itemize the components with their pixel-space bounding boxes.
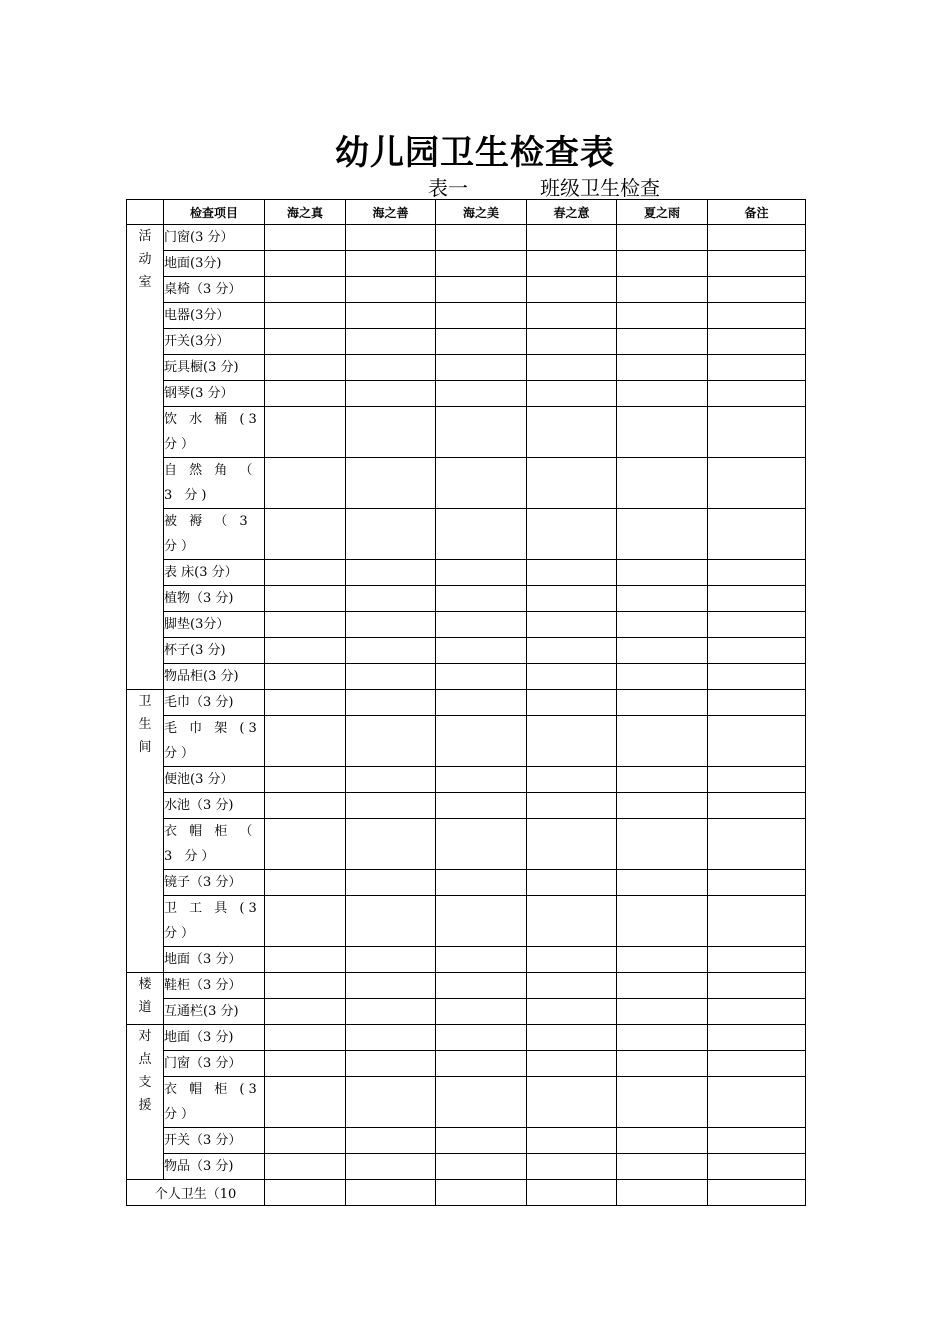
score-cell[interactable]: [265, 767, 346, 793]
check-item: 开关（3 分）: [164, 1128, 265, 1154]
remarks-cell[interactable]: [708, 381, 806, 407]
score-cell[interactable]: [527, 870, 617, 896]
score-cell[interactable]: [617, 225, 708, 251]
check-item: 地面(3分): [164, 251, 265, 277]
score-cell[interactable]: [265, 458, 346, 509]
score-cell[interactable]: [346, 303, 436, 329]
score-cell[interactable]: [617, 329, 708, 355]
score-cell[interactable]: [346, 277, 436, 303]
personal-hygiene-label: 个人卫生（10: [127, 1180, 265, 1206]
remarks-cell[interactable]: [708, 586, 806, 612]
table-body: [127, 225, 806, 1206]
check-item: 表 床(3 分）: [164, 560, 265, 586]
score-cell[interactable]: [265, 1051, 346, 1077]
score-cell[interactable]: [436, 303, 527, 329]
score-cell[interactable]: [527, 303, 617, 329]
score-cell[interactable]: [527, 638, 617, 664]
score-cell[interactable]: [617, 407, 708, 458]
score-cell[interactable]: [527, 793, 617, 819]
score-cell[interactable]: [436, 638, 527, 664]
check-item: 物品柜(3 分): [164, 664, 265, 690]
remarks-cell[interactable]: [708, 947, 806, 973]
score-cell[interactable]: [346, 225, 436, 251]
score-cell[interactable]: [527, 947, 617, 973]
table-row: [127, 638, 806, 664]
check-item: 植物（3 分): [164, 586, 265, 612]
score-cell[interactable]: [436, 664, 527, 690]
table-row: [127, 896, 806, 947]
check-item: 卫 工 具 (3 分）: [164, 896, 265, 947]
check-item: 自 然 角 （ 3 分): [164, 458, 265, 509]
table-row: [127, 329, 806, 355]
score-cell[interactable]: [436, 586, 527, 612]
table-row: [127, 303, 806, 329]
score-cell[interactable]: [265, 973, 346, 999]
score-cell[interactable]: [617, 251, 708, 277]
remarks-cell[interactable]: [708, 251, 806, 277]
remarks-cell[interactable]: [708, 716, 806, 767]
check-item: 毛巾（3 分): [164, 690, 265, 716]
score-cell[interactable]: [617, 1051, 708, 1077]
score-cell[interactable]: [617, 303, 708, 329]
score-cell[interactable]: [617, 819, 708, 870]
score-cell[interactable]: [436, 381, 527, 407]
score-cell[interactable]: [617, 870, 708, 896]
score-cell[interactable]: [265, 1154, 346, 1180]
score-cell[interactable]: [617, 1077, 708, 1128]
score-cell[interactable]: [527, 251, 617, 277]
score-cell[interactable]: [617, 560, 708, 586]
score-cell[interactable]: [436, 690, 527, 716]
remarks-cell[interactable]: [708, 560, 806, 586]
score-cell[interactable]: [346, 973, 436, 999]
score-cell[interactable]: [436, 947, 527, 973]
remarks-cell[interactable]: [708, 973, 806, 999]
table-row: [127, 586, 806, 612]
remarks-cell[interactable]: [708, 1180, 806, 1206]
score-cell[interactable]: [265, 793, 346, 819]
score-cell[interactable]: [265, 251, 346, 277]
score-cell[interactable]: [265, 586, 346, 612]
remarks-cell[interactable]: [708, 896, 806, 947]
score-cell[interactable]: [617, 1128, 708, 1154]
score-cell[interactable]: [346, 458, 436, 509]
score-cell[interactable]: [617, 638, 708, 664]
score-cell[interactable]: [617, 896, 708, 947]
remarks-cell[interactable]: [708, 1128, 806, 1154]
check-item: 玩具橱(3 分): [164, 355, 265, 381]
score-cell[interactable]: [265, 638, 346, 664]
score-cell[interactable]: [346, 638, 436, 664]
header-cell-class-1: 海之真: [265, 200, 346, 225]
score-cell[interactable]: [527, 716, 617, 767]
score-cell[interactable]: [346, 896, 436, 947]
remarks-cell[interactable]: [708, 1154, 806, 1180]
check-item: 便池(3 分）: [164, 767, 265, 793]
score-cell[interactable]: [617, 690, 708, 716]
table-row: [127, 458, 806, 509]
score-cell[interactable]: [346, 767, 436, 793]
remarks-cell[interactable]: [708, 225, 806, 251]
score-cell[interactable]: [527, 586, 617, 612]
table-row: [127, 1128, 806, 1154]
check-item: 物品（3 分): [164, 1154, 265, 1180]
table-name: 班级卫生检查: [540, 176, 660, 200]
check-item: 电器(3分）: [164, 303, 265, 329]
check-item: 毛 巾 架 (3 分）: [164, 716, 265, 767]
score-cell[interactable]: [346, 251, 436, 277]
score-cell[interactable]: [265, 381, 346, 407]
score-cell[interactable]: [436, 458, 527, 509]
score-cell[interactable]: [436, 767, 527, 793]
score-cell[interactable]: [617, 277, 708, 303]
check-item: 脚垫(3分）: [164, 612, 265, 638]
remarks-cell[interactable]: [708, 793, 806, 819]
score-cell[interactable]: [346, 716, 436, 767]
score-cell[interactable]: [346, 1128, 436, 1154]
area-label: 对 点 支 援: [127, 1025, 164, 1180]
table-row: [127, 381, 806, 407]
remarks-cell[interactable]: [708, 612, 806, 638]
score-cell[interactable]: [527, 277, 617, 303]
remarks-cell[interactable]: [708, 999, 806, 1025]
score-cell[interactable]: [346, 1154, 436, 1180]
score-cell[interactable]: [527, 999, 617, 1025]
score-cell[interactable]: [617, 458, 708, 509]
table-row: [127, 999, 806, 1025]
check-item: 钢琴(3 分）: [164, 381, 265, 407]
score-cell[interactable]: [436, 1051, 527, 1077]
table-row: [127, 251, 806, 277]
score-cell[interactable]: [527, 458, 617, 509]
remarks-cell[interactable]: [708, 277, 806, 303]
remarks-cell[interactable]: [708, 638, 806, 664]
table-number: 表一: [428, 176, 468, 200]
score-cell[interactable]: [346, 560, 436, 586]
score-cell[interactable]: [436, 973, 527, 999]
table-row: [127, 664, 806, 690]
score-cell[interactable]: [436, 1154, 527, 1180]
score-cell[interactable]: [265, 612, 346, 638]
check-item: 桌椅（3 分）: [164, 277, 265, 303]
score-cell[interactable]: [436, 1180, 527, 1206]
score-cell[interactable]: [436, 896, 527, 947]
area-label: 卫 生 间: [127, 690, 164, 973]
score-cell[interactable]: [436, 560, 527, 586]
score-cell[interactable]: [265, 1128, 346, 1154]
check-item: 地面（3 分): [164, 1025, 265, 1051]
score-cell[interactable]: [346, 1025, 436, 1051]
score-cell[interactable]: [265, 509, 346, 560]
score-cell[interactable]: [265, 896, 346, 947]
remarks-cell[interactable]: [708, 458, 806, 509]
remarks-cell[interactable]: [708, 664, 806, 690]
table-row: [127, 612, 806, 638]
score-cell[interactable]: [346, 664, 436, 690]
header-cell-class-4: 春之意: [527, 200, 617, 225]
score-cell[interactable]: [436, 819, 527, 870]
table-row: [127, 509, 806, 560]
score-cell[interactable]: [436, 793, 527, 819]
score-cell[interactable]: [527, 560, 617, 586]
score-cell[interactable]: [527, 612, 617, 638]
score-cell[interactable]: [346, 407, 436, 458]
score-cell[interactable]: [617, 586, 708, 612]
score-cell[interactable]: [265, 947, 346, 973]
score-cell[interactable]: [617, 999, 708, 1025]
score-cell[interactable]: [527, 1025, 617, 1051]
check-item: 水池（3 分): [164, 793, 265, 819]
table-row: [127, 947, 806, 973]
score-cell[interactable]: [436, 1077, 527, 1128]
score-cell[interactable]: [527, 767, 617, 793]
remarks-cell[interactable]: [708, 1025, 806, 1051]
remarks-cell[interactable]: [708, 1077, 806, 1128]
header-row: [127, 200, 806, 225]
table-row: [127, 225, 806, 251]
score-cell[interactable]: [436, 407, 527, 458]
remarks-cell[interactable]: [708, 329, 806, 355]
score-cell[interactable]: [346, 1051, 436, 1077]
score-cell[interactable]: [527, 664, 617, 690]
score-cell[interactable]: [527, 1128, 617, 1154]
score-cell[interactable]: [527, 1154, 617, 1180]
score-cell[interactable]: [436, 1128, 527, 1154]
check-item: 地面（3 分）: [164, 947, 265, 973]
score-cell[interactable]: [265, 225, 346, 251]
remarks-cell[interactable]: [708, 870, 806, 896]
score-cell[interactable]: [617, 381, 708, 407]
check-item: 饮 水 桶 (3 分）: [164, 407, 265, 458]
score-cell[interactable]: [346, 870, 436, 896]
header-cell-remarks: 备注: [708, 200, 806, 225]
table-row: [127, 1154, 806, 1180]
check-item: 门窗（3 分）: [164, 1051, 265, 1077]
score-cell[interactable]: [617, 716, 708, 767]
score-cell[interactable]: [527, 381, 617, 407]
score-cell[interactable]: [346, 586, 436, 612]
table-row: [127, 870, 806, 896]
remarks-cell[interactable]: [708, 1051, 806, 1077]
score-cell[interactable]: [617, 973, 708, 999]
table-row: [127, 560, 806, 586]
score-cell[interactable]: [436, 999, 527, 1025]
table-row: [127, 407, 806, 458]
check-item: 衣 帽 柜 (3 分）: [164, 1077, 265, 1128]
check-item: 被 褥 （ 3 分）: [164, 509, 265, 560]
score-cell[interactable]: [346, 381, 436, 407]
score-cell[interactable]: [527, 509, 617, 560]
score-cell[interactable]: [346, 690, 436, 716]
page-title: 幼儿园卫生检查表: [335, 133, 615, 173]
score-cell[interactable]: [527, 225, 617, 251]
score-cell[interactable]: [436, 251, 527, 277]
score-cell[interactable]: [265, 277, 346, 303]
table-row: [127, 355, 806, 381]
score-cell[interactable]: [436, 870, 527, 896]
table-row: [127, 277, 806, 303]
remarks-cell[interactable]: [708, 509, 806, 560]
score-cell[interactable]: [265, 1180, 346, 1206]
table-subtitle: [428, 172, 660, 201]
score-cell[interactable]: [617, 1154, 708, 1180]
header-cell-class-3: 海之美: [436, 200, 527, 225]
score-cell[interactable]: [265, 355, 346, 381]
score-cell[interactable]: [436, 716, 527, 767]
score-cell[interactable]: [265, 870, 346, 896]
score-cell[interactable]: [527, 407, 617, 458]
score-cell[interactable]: [527, 1180, 617, 1206]
score-cell[interactable]: [265, 407, 346, 458]
header-cell-item: 检查项目: [164, 200, 265, 225]
score-cell[interactable]: [346, 612, 436, 638]
score-cell[interactable]: [346, 509, 436, 560]
score-cell[interactable]: [617, 793, 708, 819]
remarks-cell[interactable]: [708, 767, 806, 793]
score-cell[interactable]: [265, 329, 346, 355]
score-cell[interactable]: [527, 329, 617, 355]
personal-hygiene-row: [127, 1180, 806, 1206]
remarks-cell[interactable]: [708, 407, 806, 458]
score-cell[interactable]: [436, 355, 527, 381]
score-cell[interactable]: [346, 999, 436, 1025]
score-cell[interactable]: [617, 1180, 708, 1206]
score-cell[interactable]: [265, 716, 346, 767]
table-row: [127, 793, 806, 819]
score-cell[interactable]: [527, 355, 617, 381]
score-cell[interactable]: [436, 225, 527, 251]
score-cell[interactable]: [527, 1077, 617, 1128]
score-cell[interactable]: [527, 1051, 617, 1077]
score-cell[interactable]: [617, 947, 708, 973]
table-row: [127, 767, 806, 793]
area-label: 活 动 室: [127, 225, 164, 690]
score-cell[interactable]: [436, 1025, 527, 1051]
remarks-cell[interactable]: [708, 355, 806, 381]
check-item: 开关(3分）: [164, 329, 265, 355]
score-cell[interactable]: [346, 819, 436, 870]
header-cell-area: [127, 200, 164, 225]
table-row: [127, 1051, 806, 1077]
score-cell[interactable]: [617, 767, 708, 793]
check-item: 衣 帽 柜 （ 3 分）: [164, 819, 265, 870]
remarks-cell[interactable]: [708, 303, 806, 329]
score-cell[interactable]: [617, 612, 708, 638]
check-item: 互通栏(3 分): [164, 999, 265, 1025]
score-cell[interactable]: [265, 664, 346, 690]
table-row: [127, 819, 806, 870]
header-cell-class-2: 海之善: [346, 200, 436, 225]
check-item: 鞋柜（3 分）: [164, 973, 265, 999]
table-row: [127, 973, 806, 999]
score-cell[interactable]: [617, 1025, 708, 1051]
check-item: 门窗(3 分）: [164, 225, 265, 251]
inspection-table: [126, 199, 806, 1206]
header-cell-class-5: 夏之雨: [617, 200, 708, 225]
score-cell[interactable]: [265, 1077, 346, 1128]
check-item: 杯子(3 分): [164, 638, 265, 664]
score-cell[interactable]: [265, 690, 346, 716]
score-cell[interactable]: [346, 1180, 436, 1206]
table-row: [127, 1077, 806, 1128]
score-cell[interactable]: [436, 612, 527, 638]
score-cell[interactable]: [346, 355, 436, 381]
score-cell[interactable]: [265, 560, 346, 586]
score-cell[interactable]: [527, 896, 617, 947]
score-cell[interactable]: [617, 664, 708, 690]
score-cell[interactable]: [346, 1077, 436, 1128]
score-cell[interactable]: [265, 819, 346, 870]
score-cell[interactable]: [265, 1025, 346, 1051]
table-row: [127, 690, 806, 716]
remarks-cell[interactable]: [708, 690, 806, 716]
score-cell[interactable]: [346, 793, 436, 819]
score-cell[interactable]: [527, 690, 617, 716]
score-cell[interactable]: [436, 277, 527, 303]
score-cell[interactable]: [617, 509, 708, 560]
score-cell[interactable]: [527, 819, 617, 870]
score-cell[interactable]: [436, 509, 527, 560]
area-label: 楼 道: [127, 973, 164, 1025]
check-item: 镜子（3 分）: [164, 870, 265, 896]
table-row: [127, 716, 806, 767]
score-cell[interactable]: [617, 355, 708, 381]
remarks-cell[interactable]: [708, 819, 806, 870]
score-cell[interactable]: [436, 329, 527, 355]
score-cell[interactable]: [265, 999, 346, 1025]
score-cell[interactable]: [346, 947, 436, 973]
score-cell[interactable]: [527, 973, 617, 999]
table-row: [127, 1025, 806, 1051]
score-cell[interactable]: [265, 303, 346, 329]
score-cell[interactable]: [346, 329, 436, 355]
